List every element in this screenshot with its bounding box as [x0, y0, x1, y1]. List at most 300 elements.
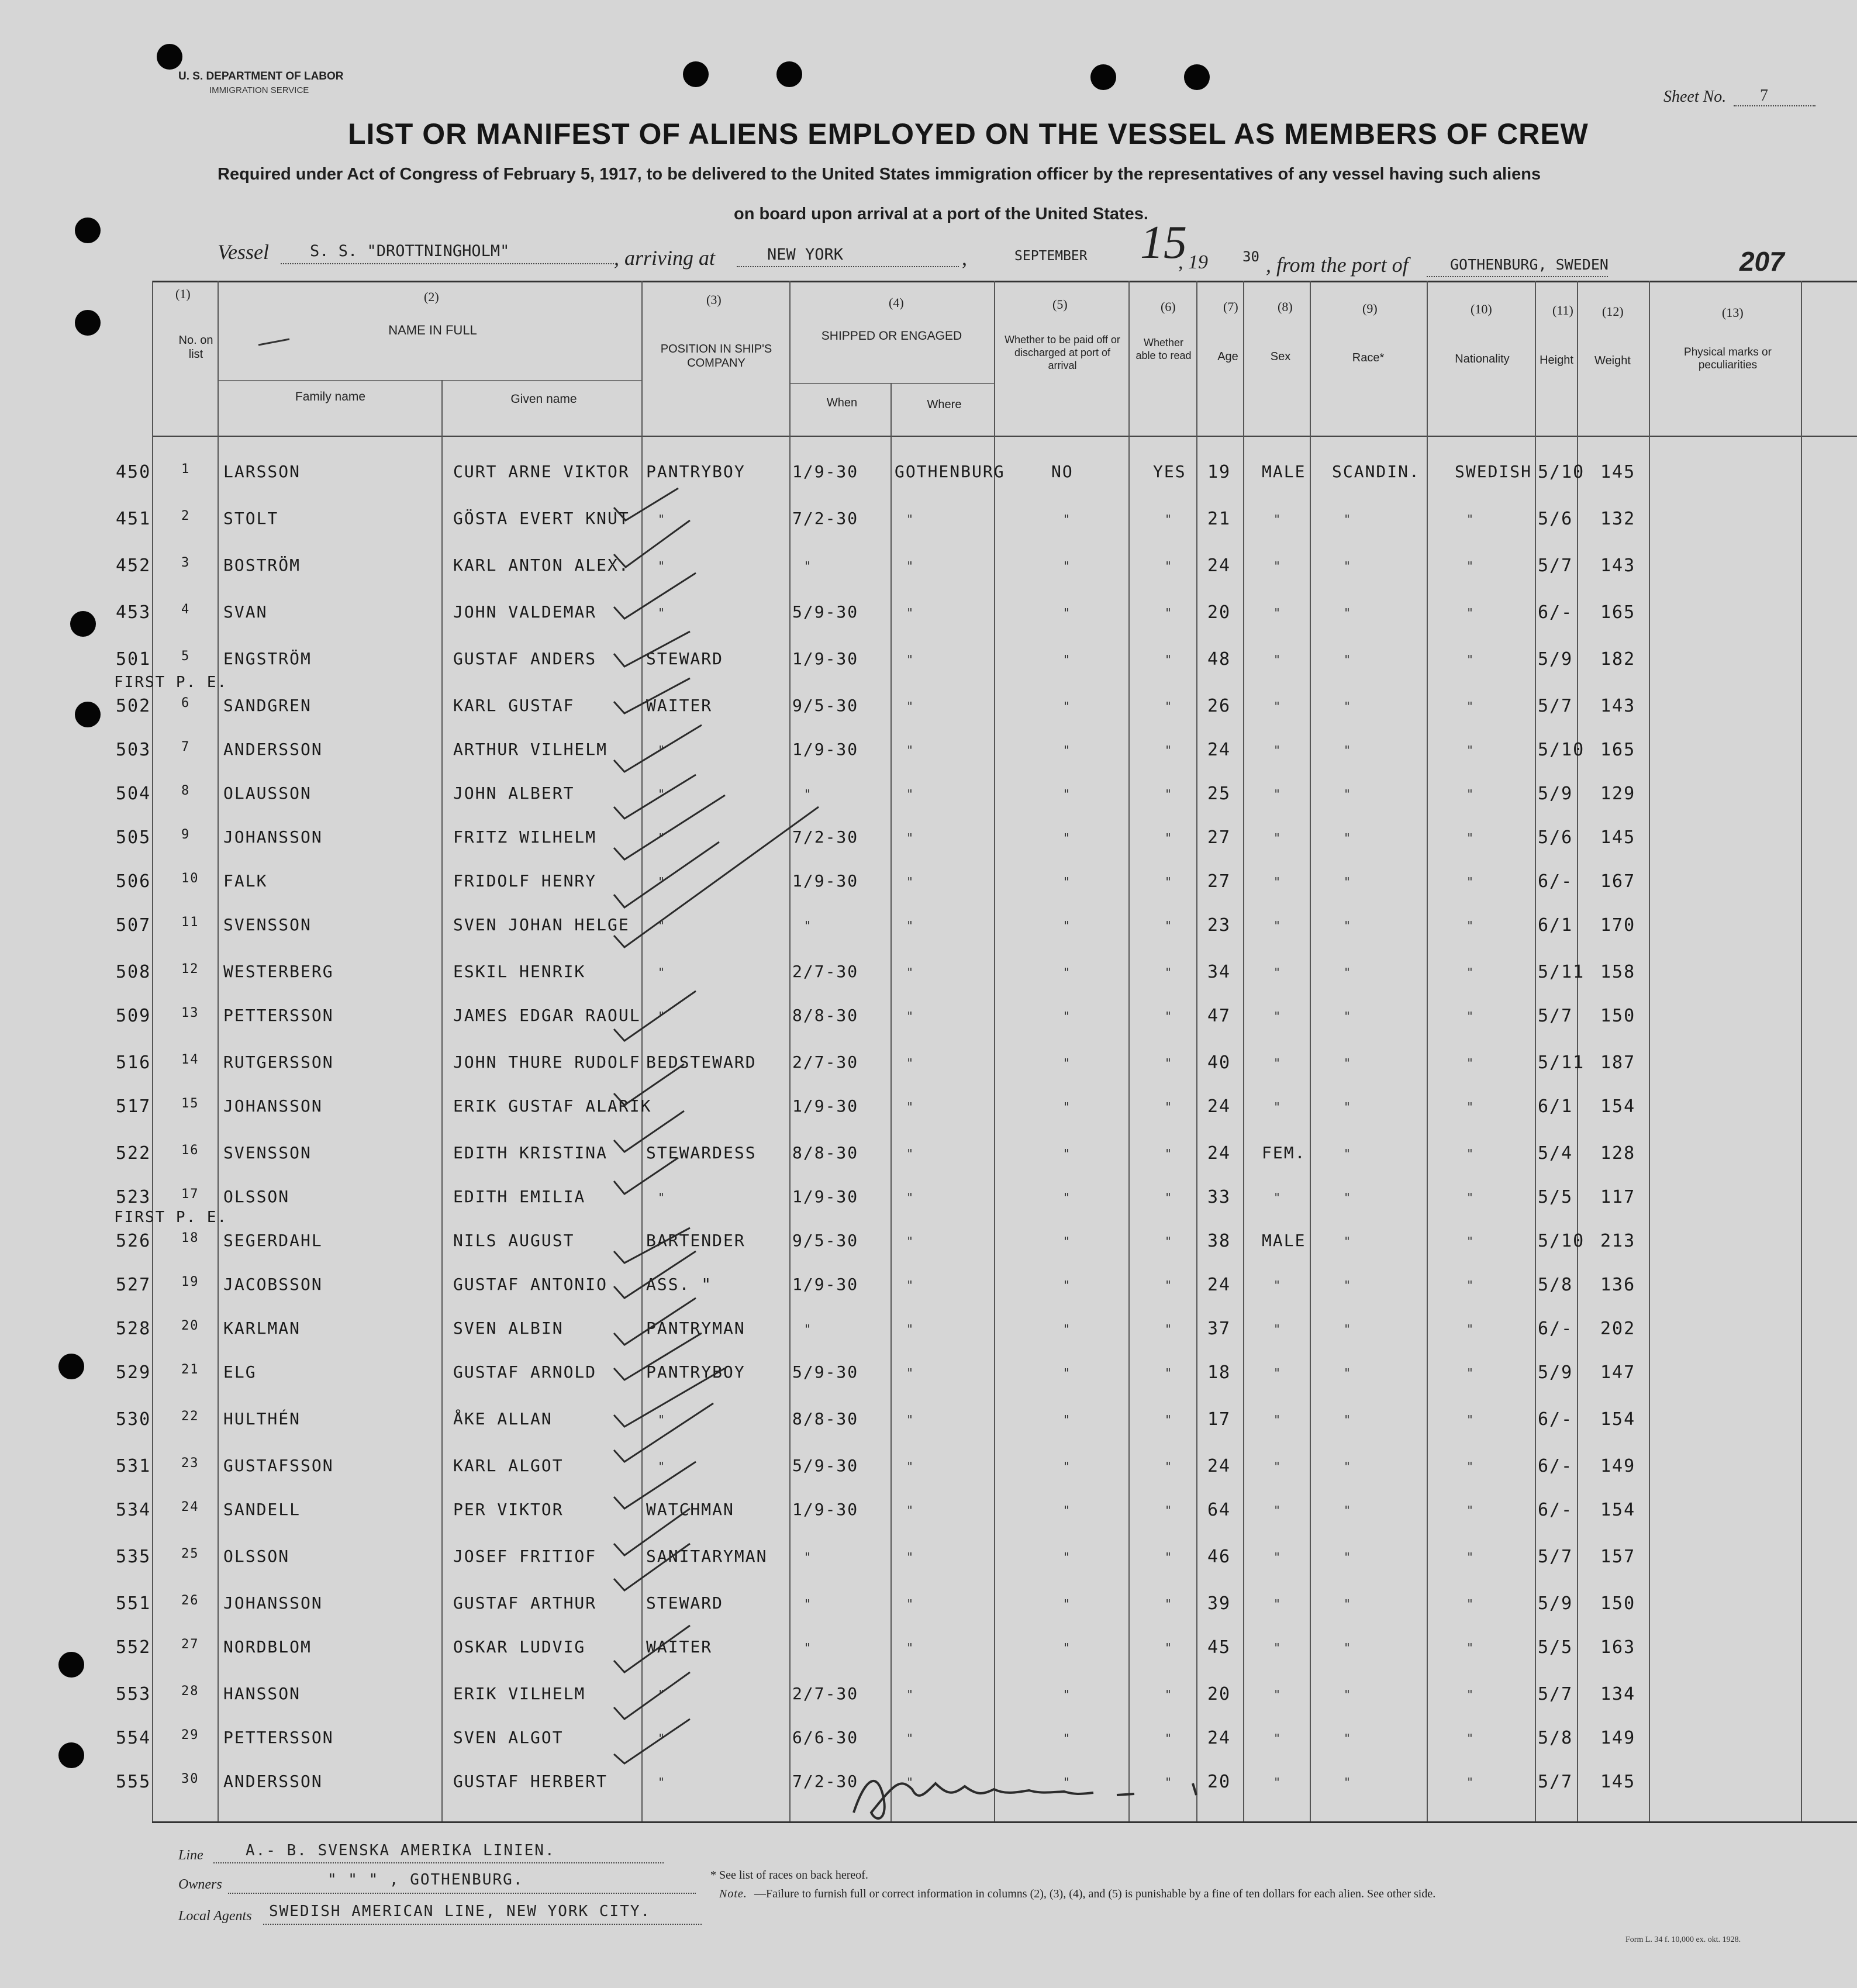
weight: 170	[1600, 915, 1636, 936]
height: 6/-	[1538, 602, 1573, 623]
shipped-when: 2/7-30	[792, 1684, 859, 1703]
col10-number: (10)	[1471, 302, 1492, 316]
weight: 154	[1600, 1500, 1636, 1520]
list-number: 24	[181, 1500, 199, 1514]
shipped-where: "	[906, 919, 915, 933]
able-to-read: "	[1165, 512, 1173, 526]
sex: "	[1273, 1413, 1282, 1427]
age: 23	[1207, 915, 1231, 936]
col5-number: (5)	[1052, 297, 1068, 312]
nationality: "	[1466, 699, 1475, 713]
race: "	[1344, 743, 1352, 757]
weight: 187	[1600, 1052, 1636, 1073]
list-number: 18	[181, 1231, 199, 1245]
height: 5/7	[1538, 1547, 1573, 1567]
age: 17	[1207, 1409, 1231, 1430]
able-to-read: YES	[1153, 462, 1186, 481]
arrival-port: NEW YORK	[767, 246, 844, 264]
family-name: WESTERBERG	[223, 962, 334, 981]
shipped-when: 9/5-30	[792, 696, 859, 715]
weight: 117	[1600, 1187, 1636, 1207]
given-name: FRITZ WILHELM	[453, 827, 597, 847]
col6-number: (6)	[1161, 299, 1176, 314]
shipped-when: "	[804, 1550, 813, 1564]
col7-number: (7)	[1223, 299, 1238, 314]
ledger-id: 506	[116, 871, 151, 892]
nationality: "	[1466, 1459, 1475, 1473]
given-name: ESKIL HENRIK	[453, 962, 586, 981]
given-name: ERIK VILHELM	[453, 1684, 586, 1703]
family-name: JOHANSSON	[223, 827, 323, 847]
shipped-where: "	[906, 875, 915, 889]
nationality: "	[1466, 653, 1475, 667]
height: 6/-	[1538, 1409, 1573, 1430]
ledger-id: 552	[116, 1637, 151, 1658]
shipped-when: 1/9-30	[792, 871, 859, 891]
shipped-when: 7/2-30	[792, 827, 859, 847]
col-divider	[1243, 281, 1244, 1821]
nationality: "	[1466, 1234, 1475, 1248]
race: "	[1344, 1687, 1352, 1701]
list-number: 13	[181, 1006, 199, 1020]
nationality: "	[1466, 1322, 1475, 1336]
col6-header: Whether able to read	[1135, 337, 1192, 361]
shipped-where: "	[906, 1687, 915, 1701]
shipped-when: 7/2-30	[792, 509, 859, 528]
ledger-id: 535	[116, 1547, 151, 1567]
age: 24	[1207, 1728, 1231, 1748]
ledger-id: 452	[116, 555, 151, 576]
list-number: 25	[181, 1547, 199, 1561]
list-number: 29	[181, 1728, 199, 1742]
nationality: "	[1466, 1190, 1475, 1204]
able-to-read: "	[1165, 699, 1173, 713]
weight: 167	[1600, 871, 1636, 892]
family-name: JACOBSSON	[223, 1275, 323, 1294]
family-name: SVENSSON	[223, 915, 312, 934]
sex: "	[1273, 1278, 1282, 1292]
col-divider	[994, 281, 995, 1821]
col13-header: Physical marks or peculiarities	[1684, 346, 1772, 371]
list-number: 16	[181, 1143, 199, 1158]
age: 39	[1207, 1593, 1231, 1614]
col2-family-header: Family name	[295, 390, 366, 403]
list-number: 23	[181, 1456, 199, 1471]
ship-position: STEWARD	[646, 1593, 724, 1613]
race: "	[1344, 965, 1352, 979]
race: "	[1344, 699, 1352, 713]
table-head-rule	[152, 436, 1857, 437]
col2-number: (2)	[424, 289, 439, 304]
nationality: "	[1466, 1775, 1475, 1789]
check-marks	[608, 456, 854, 1766]
ledger-id: 553	[116, 1684, 151, 1704]
paid-off: "	[1063, 743, 1072, 757]
paid-off: "	[1063, 1550, 1072, 1564]
able-to-read: "	[1165, 1775, 1173, 1789]
race: "	[1344, 1597, 1352, 1611]
list-number: 3	[181, 555, 191, 570]
height: 5/8	[1538, 1275, 1573, 1295]
nationality: "	[1466, 1413, 1475, 1427]
shipped-where: "	[906, 1731, 915, 1745]
race: "	[1344, 1366, 1352, 1380]
nationality: "	[1466, 1366, 1475, 1380]
shipped-where: "	[906, 1322, 915, 1336]
nationality: "	[1466, 1056, 1475, 1070]
col11-number: (11)	[1552, 303, 1573, 317]
punch-hole	[75, 218, 101, 243]
race: "	[1344, 1278, 1352, 1292]
shipped-when: 8/8-30	[792, 1409, 859, 1428]
ship-position: PANTRYMAN	[646, 1319, 745, 1338]
punch-hole	[776, 61, 802, 87]
list-number: 30	[181, 1772, 199, 1786]
list-number: 21	[181, 1362, 199, 1377]
races-note: * See list of races on back hereof.	[710, 1869, 868, 1882]
family-name: BOSTRÖM	[223, 555, 301, 575]
shipped-when: 1/9-30	[792, 1500, 859, 1519]
height: 5/10	[1538, 740, 1585, 760]
given-name: JAMES EDGAR RAOUL	[453, 1006, 641, 1025]
ledger-id: 453	[116, 602, 151, 623]
age: 24	[1207, 555, 1231, 576]
height: 5/7	[1538, 1684, 1573, 1704]
paid-off: "	[1063, 1687, 1072, 1701]
given-name: GÖSTA EVERT KNUT	[453, 509, 630, 528]
age: 37	[1207, 1319, 1231, 1339]
paid-off: "	[1063, 1597, 1072, 1611]
family-name: FALK	[223, 871, 268, 891]
height: 5/9	[1538, 649, 1573, 669]
shipped-where: "	[906, 1775, 915, 1789]
weight: 150	[1600, 1006, 1636, 1026]
given-name: NILS AUGUST	[453, 1231, 575, 1250]
stray-mark	[257, 336, 292, 348]
nationality: "	[1466, 831, 1475, 845]
age: 40	[1207, 1052, 1231, 1073]
family-name: SANDELL	[223, 1500, 301, 1519]
col-divider	[1128, 281, 1130, 1821]
sex: "	[1273, 1687, 1282, 1701]
punch-hole	[75, 702, 101, 727]
race: "	[1344, 1413, 1352, 1427]
race: "	[1344, 512, 1352, 526]
col12-number: (12)	[1602, 304, 1624, 319]
paid-off: "	[1063, 699, 1072, 713]
height: 6/-	[1538, 1500, 1573, 1520]
able-to-read: "	[1165, 1278, 1173, 1292]
age: 26	[1207, 696, 1231, 716]
able-to-read: "	[1165, 1056, 1173, 1070]
local-agents-value: SWEDISH AMERICAN LINE, NEW YORK CITY.	[269, 1903, 651, 1920]
weight: 213	[1600, 1231, 1636, 1251]
col2-header: NAME IN FULL	[388, 323, 477, 337]
family-name: JOHANSSON	[223, 1096, 323, 1116]
nationality: "	[1466, 1100, 1475, 1114]
year-prefix: , 19	[1178, 251, 1208, 273]
height: 5/11	[1538, 962, 1585, 982]
family-name: JOHANSSON	[223, 1593, 323, 1613]
weight: 145	[1600, 462, 1636, 482]
shipped-when: "	[804, 1322, 813, 1336]
family-name: STOLT	[223, 509, 279, 528]
given-name: SVEN JOHAN HELGE	[453, 915, 630, 934]
height: 5/9	[1538, 1593, 1573, 1614]
family-name: PETTERSSON	[223, 1006, 334, 1025]
given-name: SVEN ALBIN	[453, 1319, 564, 1338]
shipped-where: "	[906, 1278, 915, 1292]
col-divider	[1310, 281, 1311, 1821]
shipped-where: "	[906, 1009, 915, 1023]
row-annotation: FIRST P. E.	[114, 674, 228, 691]
list-number: 2	[181, 509, 191, 523]
race: "	[1344, 831, 1352, 845]
paid-off: "	[1063, 1278, 1072, 1292]
ship-position: BEDSTEWARD	[646, 1052, 757, 1072]
shipped-where: GOTHENBURG	[895, 462, 1005, 481]
weight: 143	[1600, 696, 1636, 716]
comma: ,	[962, 246, 967, 270]
family-name: LARSSON	[223, 462, 301, 481]
family-name: ANDERSSON	[223, 1772, 323, 1791]
shipped-where: "	[906, 1459, 915, 1473]
ledger-id: 523	[116, 1187, 151, 1207]
weight: 158	[1600, 962, 1636, 982]
given-name: CURT ARNE VIKTOR	[453, 462, 630, 481]
able-to-read: "	[1165, 1413, 1173, 1427]
col12-header: Weight	[1594, 354, 1631, 367]
able-to-read: "	[1165, 653, 1173, 667]
weight: 136	[1600, 1275, 1636, 1295]
col8-header: Sex	[1270, 350, 1291, 363]
shipped-when: 7/2-30	[792, 1772, 859, 1791]
race: "	[1344, 1322, 1352, 1336]
height: 5/7	[1538, 696, 1573, 716]
col-divider	[152, 281, 153, 1821]
nationality: "	[1466, 1147, 1475, 1161]
sex: "	[1273, 1366, 1282, 1380]
punch-hole	[683, 61, 709, 87]
able-to-read: "	[1165, 1687, 1173, 1701]
ledger-id: 502	[116, 696, 151, 716]
given-name: GUSTAF HERBERT	[453, 1772, 608, 1791]
ship-position: BARTENDER	[646, 1231, 745, 1250]
family-name: OLSSON	[223, 1187, 290, 1206]
given-name: JOHN VALDEMAR	[453, 602, 597, 622]
sex: "	[1273, 1775, 1282, 1789]
able-to-read: "	[1165, 965, 1173, 979]
paid-off: "	[1063, 831, 1072, 845]
shipped-where: "	[906, 1413, 915, 1427]
ledger-id: 508	[116, 962, 151, 982]
able-to-read: "	[1165, 743, 1173, 757]
line-rule	[213, 1862, 664, 1863]
shipped-when: "	[804, 559, 813, 573]
ship-position: WAITER	[646, 696, 713, 715]
shipped-when: 1/9-30	[792, 462, 859, 481]
arrival-day: 15	[1140, 217, 1187, 268]
ledger-id: 522	[116, 1143, 151, 1164]
ledger-id: 527	[116, 1275, 151, 1295]
ledger-id: 529	[116, 1362, 151, 1383]
ship-position: "	[658, 1731, 667, 1745]
vessel-line	[281, 263, 614, 264]
col1-header: No. on list	[178, 334, 213, 361]
list-number: 28	[181, 1684, 199, 1699]
able-to-read: "	[1165, 919, 1173, 933]
family-name: SVENSSON	[223, 1143, 312, 1162]
row-annotation: FIRST P. E.	[114, 1209, 228, 1226]
ledger-id: 509	[116, 1006, 151, 1026]
nationality: "	[1466, 1687, 1475, 1701]
paid-off: "	[1063, 1413, 1072, 1427]
punch-hole	[157, 44, 182, 70]
weight: 154	[1600, 1096, 1636, 1117]
shipped-where: "	[906, 743, 915, 757]
race: "	[1344, 919, 1352, 933]
shipped-when: 1/9-30	[792, 740, 859, 759]
ship-position: WATCHMAN	[646, 1500, 734, 1519]
family-name: PETTERSSON	[223, 1728, 334, 1747]
given-name: GUSTAF ARTHUR	[453, 1593, 597, 1613]
paid-off: "	[1063, 559, 1072, 573]
nationality: "	[1466, 606, 1475, 620]
sex: FEM.	[1262, 1143, 1306, 1162]
age: 48	[1207, 649, 1231, 669]
ship-position: PANTRYBOY	[646, 462, 745, 481]
weight: 143	[1600, 555, 1636, 576]
family-name: OLAUSSON	[223, 784, 312, 803]
able-to-read: "	[1165, 787, 1173, 801]
able-to-read: "	[1165, 1234, 1173, 1248]
ledger-id: 528	[116, 1319, 151, 1339]
shipped-when: 5/9-30	[792, 602, 859, 622]
able-to-read: "	[1165, 1100, 1173, 1114]
age: 24	[1207, 1456, 1231, 1476]
weight: 128	[1600, 1143, 1636, 1164]
sheet-number-label: Sheet No.	[1663, 88, 1727, 106]
race: "	[1344, 1100, 1352, 1114]
family-name: GUSTAFSSON	[223, 1456, 334, 1475]
sex: MALE	[1262, 1231, 1306, 1250]
given-name: EDITH EMILIA	[453, 1187, 586, 1206]
given-name: GUSTAF ANDERS	[453, 649, 597, 668]
agents-rule	[263, 1924, 702, 1925]
owners-rule	[228, 1893, 696, 1894]
shipped-where: "	[906, 1100, 915, 1114]
sex: "	[1273, 1503, 1282, 1517]
paid-off: "	[1063, 875, 1072, 889]
race: "	[1344, 1459, 1352, 1473]
shipped-when: "	[804, 787, 813, 801]
ship-position: "	[658, 1459, 667, 1473]
arrival-line	[737, 266, 959, 267]
list-number: 11	[181, 915, 199, 930]
ship-position: STEWARD	[646, 649, 724, 668]
shipped-where: "	[906, 1597, 915, 1611]
age: 21	[1207, 509, 1231, 529]
departure-port: GOTHENBURG, SWEDEN	[1450, 256, 1609, 273]
nationality: "	[1466, 1597, 1475, 1611]
race: "	[1344, 1731, 1352, 1745]
ship-position: "	[658, 875, 667, 889]
given-name: JOHN THURE RUDOLF	[453, 1052, 641, 1072]
able-to-read: "	[1165, 1641, 1173, 1655]
paid-off: "	[1063, 1503, 1072, 1517]
able-to-read: "	[1165, 1503, 1173, 1517]
department-name: U. S. DEPARTMENT OF LABOR	[178, 70, 344, 82]
weight: 202	[1600, 1319, 1636, 1339]
col13-number: (13)	[1722, 305, 1744, 320]
sex: "	[1273, 1459, 1282, 1473]
sex: "	[1273, 1322, 1282, 1336]
sex: "	[1273, 699, 1282, 713]
col-divider	[1577, 281, 1578, 1821]
race: "	[1344, 1190, 1352, 1204]
punch-hole	[75, 310, 101, 336]
able-to-read: "	[1165, 831, 1173, 845]
sex: "	[1273, 1100, 1282, 1114]
height: 6/-	[1538, 871, 1573, 892]
paid-off: "	[1063, 1459, 1072, 1473]
ledger-id: 450	[116, 462, 151, 482]
shipped-where: "	[906, 1503, 915, 1517]
able-to-read: "	[1165, 1597, 1173, 1611]
ledger-id: 507	[116, 915, 151, 936]
given-name: KARL GUSTAF	[453, 696, 575, 715]
col-divider	[1801, 281, 1802, 1821]
col11-header: Height	[1540, 354, 1573, 367]
height: 5/10	[1538, 1231, 1585, 1251]
shipped-when: 2/7-30	[792, 1052, 859, 1072]
race: "	[1344, 787, 1352, 801]
paid-off: "	[1063, 1147, 1072, 1161]
nationality: "	[1466, 919, 1475, 933]
from-port-label: , from the port of	[1266, 253, 1409, 277]
sheet-number-line	[1734, 105, 1815, 106]
sex: "	[1273, 653, 1282, 667]
able-to-read: "	[1165, 1322, 1173, 1336]
weight: 132	[1600, 509, 1636, 529]
shipped-where: "	[906, 653, 915, 667]
weight: 150	[1600, 1593, 1636, 1614]
table-top-rule	[152, 281, 1857, 282]
ship-position: WAITER	[646, 1637, 713, 1656]
shipped-when: 1/9-30	[792, 1275, 859, 1294]
age: 18	[1207, 1362, 1231, 1383]
ship-position: "	[658, 1413, 667, 1427]
ledger-id: 517	[116, 1096, 151, 1117]
weight: 129	[1600, 784, 1636, 804]
age: 27	[1207, 827, 1231, 848]
col1-number: (1)	[175, 287, 191, 301]
sex: "	[1273, 965, 1282, 979]
col-divider	[1535, 281, 1536, 1821]
ledger-id: 554	[116, 1728, 151, 1748]
paid-off: "	[1063, 653, 1072, 667]
paid-off: "	[1063, 1322, 1072, 1336]
page-number: 207	[1739, 246, 1784, 277]
ledger-id: 501	[116, 649, 151, 669]
weight: 165	[1600, 740, 1636, 760]
ledger-id: 534	[116, 1500, 151, 1520]
shipped-when: 2/7-30	[792, 962, 859, 981]
col4-number: (4)	[889, 295, 904, 310]
col-divider	[1427, 281, 1428, 1821]
age: 24	[1207, 1275, 1231, 1295]
ship-position: SANITARYMAN	[646, 1547, 768, 1566]
